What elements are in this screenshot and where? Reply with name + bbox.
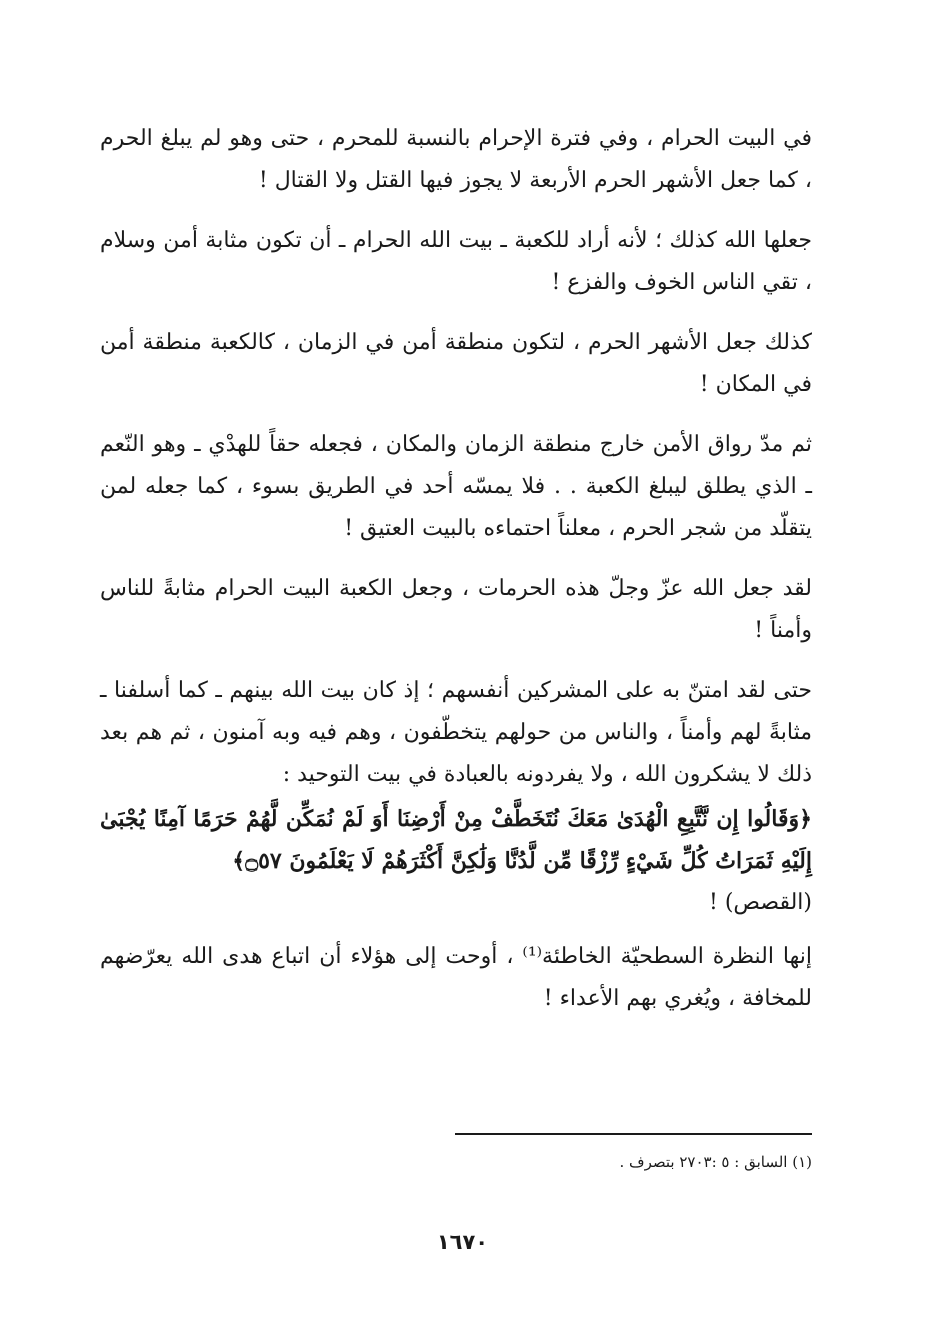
paragraph-5: لقد جعل الله عزّ وجلّ هذه الحرمات ، وجعل الكعبة البيت الحرام مثابةً للناس وأمناً ! — [100, 576, 812, 643]
quran-verse: ﴿وَقَالُوا إِن نَّتَّبِعِ الْهُدَىٰ مَعَكَ نُتَخَطَّفْ مِنْ أَرْضِنَا أَوَ لَمْ نُمَكِّن لَّهُمْ حَرَمًا آمِنًا يُجْبَىٰ إِلَيْهِ ثَمَرَاتُ كُلِّ شَيْءٍ رِّزْقًا مِّن لَّدُنَّا وَلَٰكِنَّ أَكْثَرَهُمْ لَا يَعْلَمُونَ ۝٥٧﴾ — [100, 806, 812, 874]
closing-paragraph: إنها النظرة السطحيّة الخاطئة⁽¹⁾ ، أوحت إلى هؤلاء أن اتباع هدى الله يعرّضهم للمخافة ، ويُغري بهم الأعداء ! — [100, 944, 812, 1011]
footnote: (١) السابق : ٥ :٢٧٠٣ بتصرف . — [619, 1153, 812, 1171]
footnote-divider — [455, 1133, 812, 1135]
surah-reference: (القصص) ! — [709, 890, 812, 915]
page-number: ١٦٧٠ — [436, 1230, 489, 1254]
paragraph-6: حتى لقد امتنّ به على المشركين أنفسهم ؛ إذ كان بيت الله بينهم ـ كما أسلفنا ـ مثابةً لهم وأمناً ، والناس من حولهم يتخطّفون ، وهم فيه وبه آمنون ، ثم هم بعد ذلك لا يشكرون الله ، ولا يفردونه بالعبادة في بيت التوحيد : — [100, 678, 812, 787]
paragraph-3: كذلك جعل الأشهر الحرم ، لتكون منطقة أمن في الزمان ، كالكعبة منطقة أمن في المكان ! — [100, 330, 812, 397]
paragraph-2: جعلها الله كذلك ؛ لأنه أراد للكعبة ـ بيت الله الحرام ـ أن تكون مثابة أمن وسلام ، تقي الناس الخوف والفزع ! — [100, 228, 812, 295]
page-body — [100, 118, 812, 1038]
paragraph-1: في البيت الحرام ، وفي فترة الإحرام بالنسبة للمحرم ، حتى وهو لم يبلغ الحرم ، كما جعل الأشهر الحرم الأربعة لا يجوز فيها القتل ولا القتال ! — [100, 126, 813, 193]
paragraph-4: ثم مدّ رواق الأمن خارج منطقة الزمان والمكان ، فجعله حقاً للهدْي ـ وهو النّعم ـ الذي يطلق ليبلغ الكعبة . . فلا يمسّه أحد في الطريق بسوء ، كما جعله لمن يتقلّد من شجر الحرم ، معلناً احتماءه بالبيت العتيق ! — [100, 432, 812, 541]
